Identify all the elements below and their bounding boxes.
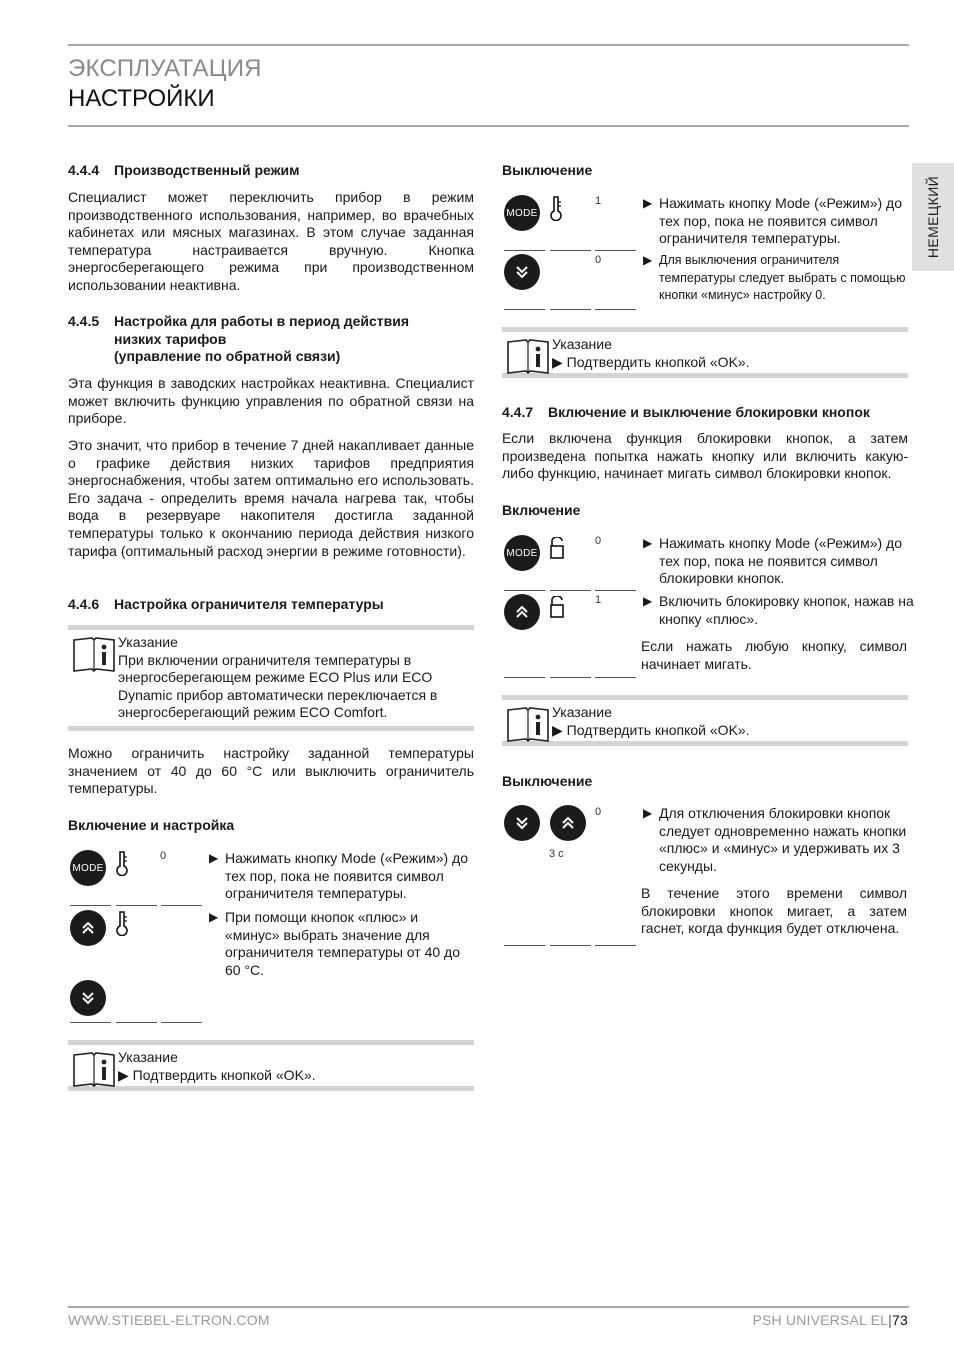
footer-product: PSH UNIVERSAL EL|73 — [752, 1312, 908, 1328]
paragraph-4-4-5-b: Это значит, что прибор в течение 7 дней накапливает данные о графике действия низких тарифов предприятия энергоснабжения, чтобы затем оптимально его использовать. Его задача - определить время начала нагрева так, чтобы вода в резервуаре накопителя достигла заданной температуры только к окончанию периода действия низкого тарифа (оптимальный расход энергии в режиме готовности). — [68, 437, 474, 559]
book-info-icon — [506, 706, 550, 744]
separator — [504, 309, 545, 310]
heading-4-4-7: 4.4.7 Включение и выключение блокировки кнопок — [502, 404, 870, 420]
step-item: ▶ Нажимать кнопку Mode («Режим») до тех пор, пока не появится символ ограничителя температуры. — [209, 850, 468, 902]
step-item: ▶ При помощи кнопок «плюс» и «минус» выбрать значение для ограничителя температуры от 40 до 60 °C. — [209, 909, 460, 978]
language-side-tab: НЕМЕЦКИЙ — [912, 163, 954, 271]
minus-chevron-down-icon — [504, 805, 540, 841]
step-item: ▶ Включить блокировку кнопок, нажав на кнопку «плюс». — [643, 593, 914, 627]
minus-chevron-down-icon — [504, 254, 540, 290]
paragraph-4-4-4: Специалист может переключить прибор в режим производственного использования, например, во врачебных кабинетах или мясных магазинах. В этом случае заданная температура настраивается вручную. Кнопка энергосберегающего режима при производственном использовании неактивна. — [68, 189, 474, 293]
separator — [504, 250, 545, 251]
note-box — [502, 327, 908, 378]
footer-website: WWW.STIEBEL-ELTRON.COM — [68, 1312, 270, 1328]
mode-button-icon: MODE — [504, 195, 540, 231]
book-info-icon — [506, 338, 550, 376]
display-digit: 1 — [595, 594, 602, 606]
display-digit: 0 — [595, 254, 602, 266]
step-item: ▶ Нажимать кнопку Mode («Режим») до тех пор, пока не появится символ блокировки кнопок. — [643, 535, 902, 587]
step-item: ▶ Для выключения ограничителя температуры следует выбрать с помощью кнопки «минус» настройку 0. — [643, 253, 906, 303]
thermometer-icon — [116, 850, 128, 876]
note-text: Указание ▶ Подтвердить кнопкой «OK». — [552, 704, 750, 738]
separator — [504, 590, 545, 591]
header-top-rule — [68, 44, 909, 46]
mode-button-icon: MODE — [504, 535, 540, 571]
plus-chevron-up-icon — [550, 805, 586, 841]
separator — [504, 945, 545, 946]
display-digit: 0 — [595, 535, 602, 547]
separator — [550, 945, 591, 946]
separator — [116, 905, 157, 906]
subheading-enable: Включение — [502, 502, 581, 518]
heading-4-4-6: 4.4.6 Настройка ограничителя температуры — [68, 596, 384, 612]
step-result-text: Если нажать любую кнопку, символ начинает мигать. — [641, 638, 907, 672]
plus-chevron-up-icon — [504, 594, 540, 630]
lock-open-icon — [550, 537, 564, 559]
paragraph-4-4-5-a: Эта функция в заводских настройках неактивна. Специалист может включить функцию управления по обратной связи на приборе. — [68, 375, 474, 427]
page-title: НАСТРОЙКИ — [68, 85, 215, 112]
step-item: ▶ Для отключения блокировки кнопок следует одновременно нажать кнопки «плюс» и «минус» и удерживать их 3 секунды. — [643, 805, 907, 874]
separator — [595, 945, 636, 946]
subheading-enable-setup: Включение и настройка — [68, 817, 235, 833]
subheading-disable-lock: Выключение — [502, 773, 593, 789]
thermometer-icon — [550, 195, 562, 221]
separator — [70, 1022, 111, 1023]
display-digit: 1 — [595, 195, 602, 207]
separator — [550, 250, 591, 251]
paragraph-4-4-7: Если включена функция блокировки кнопок, а затем произведена попытка нажать кнопку или включить какую-либо функцию, начинает мигать символ блокировки кнопок. — [502, 430, 908, 482]
heading-4-4-4: 4.4.4 Производственный режим — [68, 162, 300, 178]
plus-chevron-up-icon — [70, 910, 106, 946]
separator — [70, 905, 111, 906]
step-result-text: В течение этого времени символ блокировки кнопок мигает, а затем гаснет, когда функция будет отключена. — [641, 885, 907, 937]
page-number: 73 — [892, 1312, 908, 1328]
separator — [595, 250, 636, 251]
separator — [550, 677, 591, 678]
heading-4-4-5: 4.4.5 Настройка для работы в период действия низких тарифов (управление по обратной связи) — [68, 313, 410, 364]
display-digit: 0 — [160, 850, 167, 862]
book-info-icon — [72, 1051, 116, 1089]
separator — [504, 677, 545, 678]
note-text: Указание При включении ограничителя температуры в энергосберегающем режиме ECO Plus или ECO Dynamic прибор автоматически переключается в энергосберегающий режим ECO Comfort. — [118, 634, 438, 721]
mode-button-icon: MODE — [70, 850, 106, 886]
separator — [161, 905, 202, 906]
note-text: Указание ▶ Подтвердить кнопкой «OK». — [118, 1049, 316, 1083]
separator — [550, 590, 591, 591]
thermometer-icon — [116, 910, 128, 936]
separator — [595, 590, 636, 591]
separator — [116, 1022, 157, 1023]
note-box — [502, 695, 908, 746]
note-box — [68, 1040, 474, 1091]
footer-rule — [68, 1306, 909, 1308]
hold-time-label: 3 с — [549, 848, 564, 860]
section-heading: ЭКСПЛУАТАЦИЯ — [68, 55, 262, 82]
separator — [161, 1022, 202, 1023]
paragraph-4-4-6: Можно ограничить настройку заданной температуры значением от 40 до 60 °C или выключить ограничитель температуры. — [68, 745, 474, 797]
note-box — [68, 625, 474, 731]
minus-chevron-down-icon — [70, 980, 106, 1016]
separator — [550, 309, 591, 310]
display-digit: 0 — [595, 806, 602, 818]
subheading-disable: Выключение — [502, 162, 593, 178]
book-info-icon — [72, 636, 116, 674]
lock-open-icon — [550, 596, 564, 618]
separator — [595, 677, 636, 678]
separator — [595, 309, 636, 310]
header-bottom-rule — [68, 125, 909, 127]
note-text: Указание ▶ Подтвердить кнопкой «OK». — [552, 336, 750, 370]
step-item: ▶ Нажимать кнопку Mode («Режим») до тех пор, пока не появится символ ограничителя температуры. — [643, 195, 902, 247]
